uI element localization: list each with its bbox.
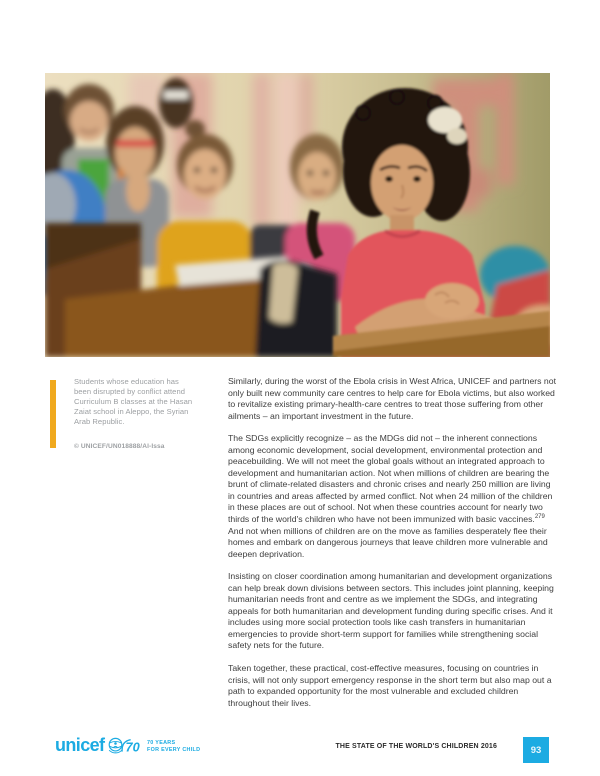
anniversary-70-icon: [120, 738, 143, 755]
photo-caption: Students whose education has been disrupted by conflict attend Curriculum B classes at the Hasan Zaiat school in Aleppo, the Syrian Arab Republic.: [74, 377, 193, 426]
classroom-photo-image: [45, 73, 550, 357]
paragraph-2-continuation: And not when millions of children are on the move as families desperately flee their homes and embark on dangerous journeys that leave children more vulnerable and deepen deprivation.: [228, 525, 548, 559]
anniversary-line1: 70 YEARS: [147, 740, 176, 746]
paragraph-2-text: The SDGs explicitly recognize – as the MDGs did not – the inherent connections among economic development, social development, environmental protection and peacebuilding. We will not meet the global goals without an integrated approach to development and humanitarian action. Not when millions of children are bearing the brunt of climate-related disasters and chronic crises and nearly 250 million are living in countries and areas affected by armed conflict. Not when 24 million of the children in these places are out of school. Not when these countries account for nearly two thirds of the world's children who have not been immunized with basic vaccines.: [228, 433, 553, 525]
anniversary-text: [147, 740, 200, 753]
svg-text:70: 70: [125, 739, 140, 755]
body-paragraph-1: Similarly, during the worst of the Ebola crisis in West Africa, UNICEF and partners not only built new community care centres to help care for Ebola victims, but also worked to revitalize existing primary-health-care centres to treat those suffering from other ailments – an important investment in the future.: [228, 376, 556, 421]
photo-credit: © UNICEF/UN018888/Al-Issa: [74, 443, 165, 450]
page-number-badge: 93: [523, 737, 549, 763]
anniversary-logo: [120, 738, 200, 755]
caption-accent-bar: [50, 380, 56, 448]
unicef-logo: [55, 736, 124, 754]
article-body: [228, 376, 556, 720]
report-title: THE STATE OF THE WORLD'S CHILDREN 2016: [335, 743, 497, 750]
body-paragraph-3: Insisting on closer coordination among humanitarian and development organizations can help break down divisions between sectors. This includes joint planning, keeping humanitarian needs front and centre as we implement the SDGs, and integrating appeals for both humanitarian and development funding during specific crises. And it includes using more social protection tools like cash transfers in humanitarian emergencies to provide short-term support for families while strengthening social safety nets for the future.: [228, 571, 554, 651]
anniversary-line2: FOR EVERY CHILD: [147, 746, 201, 753]
footnote-reference: 279: [534, 514, 545, 521]
body-paragraph-2: [228, 433, 556, 560]
page-footer: [0, 730, 600, 770]
body-paragraph-4: Taken together, these practical, cost-effective measures, focusing on countries in crisis, will not only support emergency response in the short term but also map out a path to expanded opportunity for the most vulnerable and excluded children throughout their lives.: [228, 663, 552, 708]
classroom-photo: [45, 73, 550, 357]
unicef-wordmark: unicef: [55, 735, 105, 755]
